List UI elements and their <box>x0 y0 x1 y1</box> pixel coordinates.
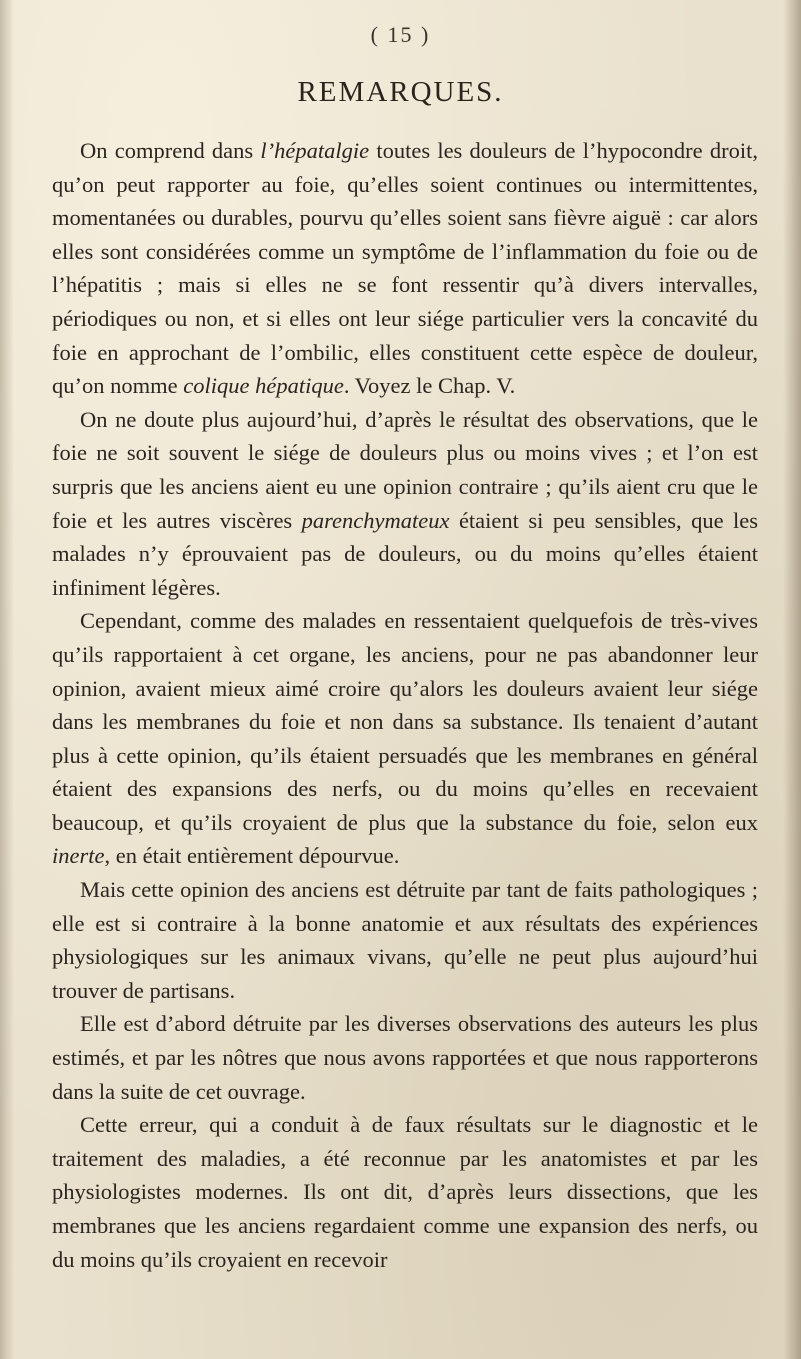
italic-term: l’hépatalgie <box>260 138 370 163</box>
text-run: toutes les douleurs de l’hypocondre droit, qu’on peut rapporter au foie, qu’elles soient continues ou intermittentes, momentanées ou durables, pourvu qu’elles soient sans fièvre aiguë : car alors elles sont considérées comme un symptôme de l’inflammation du foie ou de l’hépatitis ; mais si elles ne se font ressentir qu’à divers intervalles, périodiques ou non, et si elles ont leur siége particulier vers la concavité du foie en approchant de l’ombilic, elles constituent cette espèce de douleur, qu’on nomme <box>52 138 759 399</box>
text-run: . Voyez le Chap. V. <box>343 373 516 399</box>
text-run: Mais cette opinion des anciens est détruite par tant de faits pathologiques ; elle est si contraire à la bonne anatomie et aux résultats des expériences physiologiques sur les animaux vivans, qu’elle ne peut plus aujourd’hui trouver de partisans. <box>52 877 758 1003</box>
paragraph <box>52 134 758 403</box>
italic-term: colique hépatique <box>183 373 344 399</box>
text-run: Cette erreur, qui a conduit à de faux résultats sur le diagnostic et le traitement des maladies, a été reconnue par les anatomistes et par les physiologistes modernes. Ils ont dit, d’après leurs dissections, que les membranes que les anciens regardaient comme une expansion des nerfs, ou du moins qu’ils croyaient en recevoir <box>52 1112 758 1272</box>
paragraph <box>52 1007 758 1108</box>
text-run: On ne doute plus aujourd’hui, d’après le résultat des observations, que le foie ne soit souvent le siége de douleurs plus ou moins vives ; et l’on est surpris que les anciens aient eu une opinion contraire ; qu’ils aient cru que le foie et les autres viscères <box>52 406 758 533</box>
paragraph <box>52 403 758 605</box>
text-run: Elle est d’abord détruite par les diverses observations des auteurs les plus estimés, et par les nôtres que nous avons rapportées et que nous rapporterons dans la suite de cet ouvrage. <box>52 1011 758 1104</box>
italic-term: parenchymateux <box>301 507 450 533</box>
page-edge-shadow-right <box>783 0 801 1359</box>
paragraph <box>52 1108 758 1276</box>
page-edge-shadow-left <box>0 0 14 1359</box>
paragraph <box>52 604 758 873</box>
text-run: On comprend dans <box>80 138 261 163</box>
page-number: ( 15 ) <box>370 22 431 47</box>
italic-term: inerte <box>52 843 105 869</box>
text-run: , en était entièrement dépourvue. <box>104 843 400 869</box>
text-run: étaient si peu sensibles, que les malades n’y éprouvaient pas de douleurs, ou du moins qu’elles étaient infiniment légères. <box>52 507 758 600</box>
text-run: Cependant, comme des malades en ressentaient quelquefois de très-vives qu’ils rapportaient à cet organe, les anciens, pour ne pas abandonner leur opinion, avaient mieux aimé croire qu’alors les douleurs avaient leur siége dans les membranes du foie et non dans sa substance. Ils tenaient d’autant plus à cette opinion, qu’ils étaient persuadés que les membranes en général étaient des expansions des nerfs, ou du moins qu’elles en recevaient beaucoup, et qu’ils croyaient de plus que la substance du foie, selon eux <box>52 608 758 835</box>
section-heading: REMARQUES. <box>297 76 504 108</box>
body-text <box>52 134 758 1276</box>
paragraph <box>52 873 758 1007</box>
